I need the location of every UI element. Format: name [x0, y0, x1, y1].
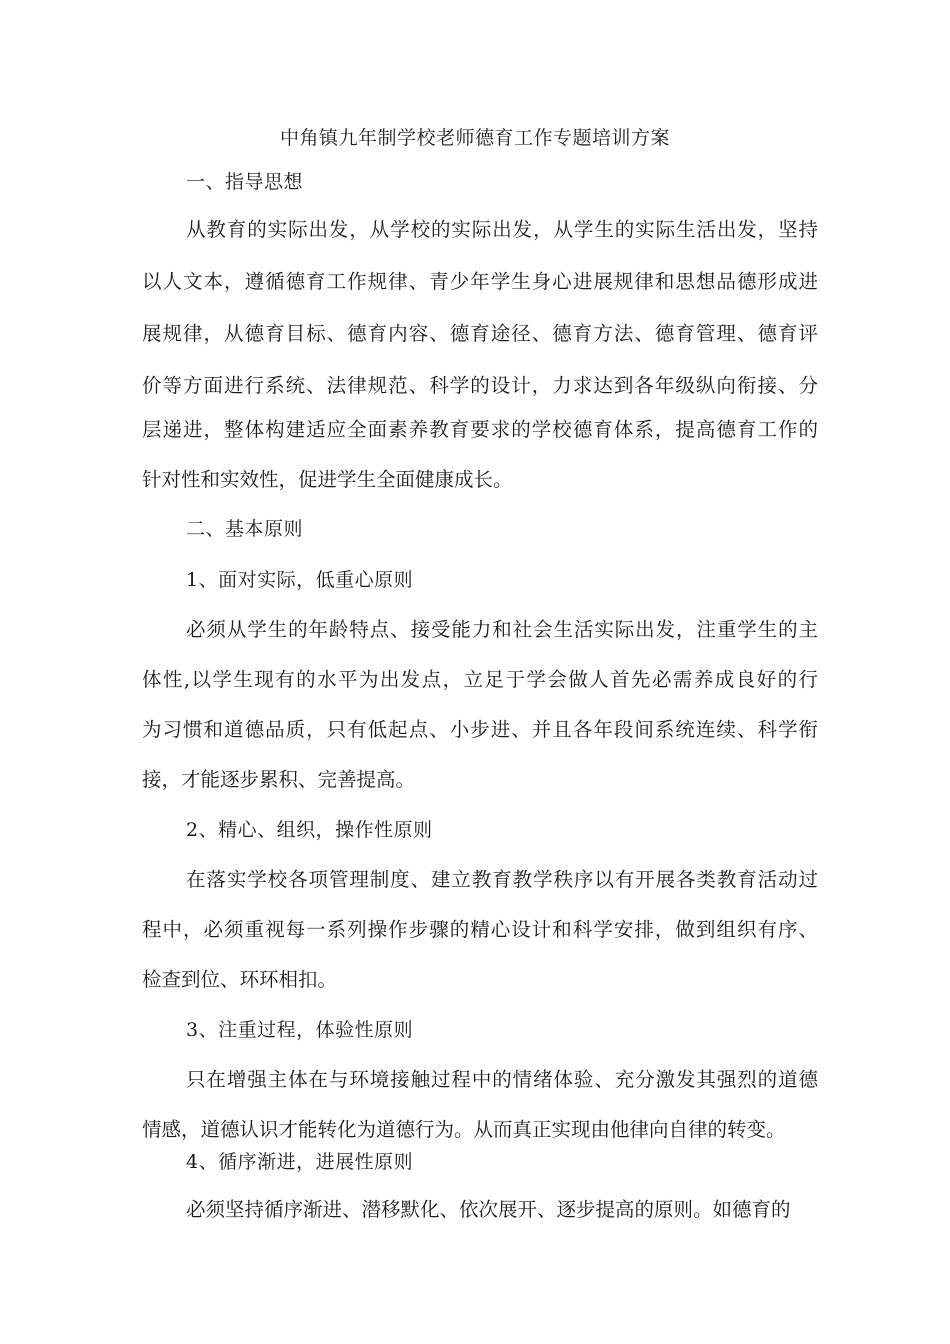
paragraph-line: 价等方面进行系统、法律规范、科学的设计，力求达到各年级纵向衔接、分 — [142, 374, 818, 397]
subheading-principle-2: 2、精心、组织，操作性原则 — [186, 819, 433, 841]
subheading-principle-1: 1、面对实际，低重心原则 — [186, 569, 414, 591]
paragraph-line: 体性,以学生现有的水平为出发点，立足于学会做人首先必需养成良好的行 — [142, 668, 818, 691]
paragraph-line: 针对性和实效性，促进学生全面健康成长。 — [142, 468, 513, 491]
section-heading-basic-principles: 二、基本原则 — [186, 518, 304, 540]
paragraph-line: 层递进，整体构建适应全面素养教育要求的学校德育体系，提高德育工作的 — [142, 418, 818, 441]
paragraph-line: 情感，道德认识才能转化为道德行为。从而真正实现由他律向自律的转变。 — [142, 1118, 786, 1141]
paragraph-line: 为习惯和道德品质，只有低起点、小步进、并且各年段间系统连续、科学衔 — [142, 718, 818, 741]
paragraph-line: 检查到位、环环相扣。 — [142, 968, 338, 991]
paragraph-line: 以人文本，遵循德育工作规律、青少年学生身心进展规律和思想品德形成进 — [142, 270, 818, 293]
subheading-principle-3: 3、注重过程，体验性原则 — [186, 1019, 414, 1041]
subheading-principle-4: 4、循序渐进，进展性原则 — [186, 1151, 414, 1173]
paragraph-line: 在落实学校各项管理制度、建立教育教学秩序以有开展各类教育活动过 — [186, 868, 818, 891]
paragraph-line: 从教育的实际出发，从学校的实际出发，从学生的实际生活出发，坚持 — [186, 218, 818, 241]
paragraph-line: 展规律，从德育目标、德育内容、德育途径、德育方法、德育管理、德育评 — [142, 322, 818, 345]
paragraph-line: 必须从学生的年龄特点、接受能力和社会生活实际出发，注重学生的主 — [186, 618, 818, 641]
paragraph-line: 程中，必须重视每一系列操作步骤的精心设计和科学安排，做到组织有序、 — [142, 918, 818, 941]
paragraph-line: 只在增强主体在与环境接触过程中的情绪体验、充分激发其强烈的道德 — [186, 1068, 818, 1091]
paragraph-line: 接，才能逐步累积、完善提高。 — [142, 768, 416, 791]
document-title: 中角镇九年制学校老师德育工作专题培训方案 — [279, 127, 670, 149]
section-heading-guiding-thought: 一、指导思想 — [186, 171, 304, 193]
paragraph-line: 必须坚持循序渐进、潜移默化、依次展开、逐步提高的原则。如德育的 — [186, 1198, 791, 1221]
